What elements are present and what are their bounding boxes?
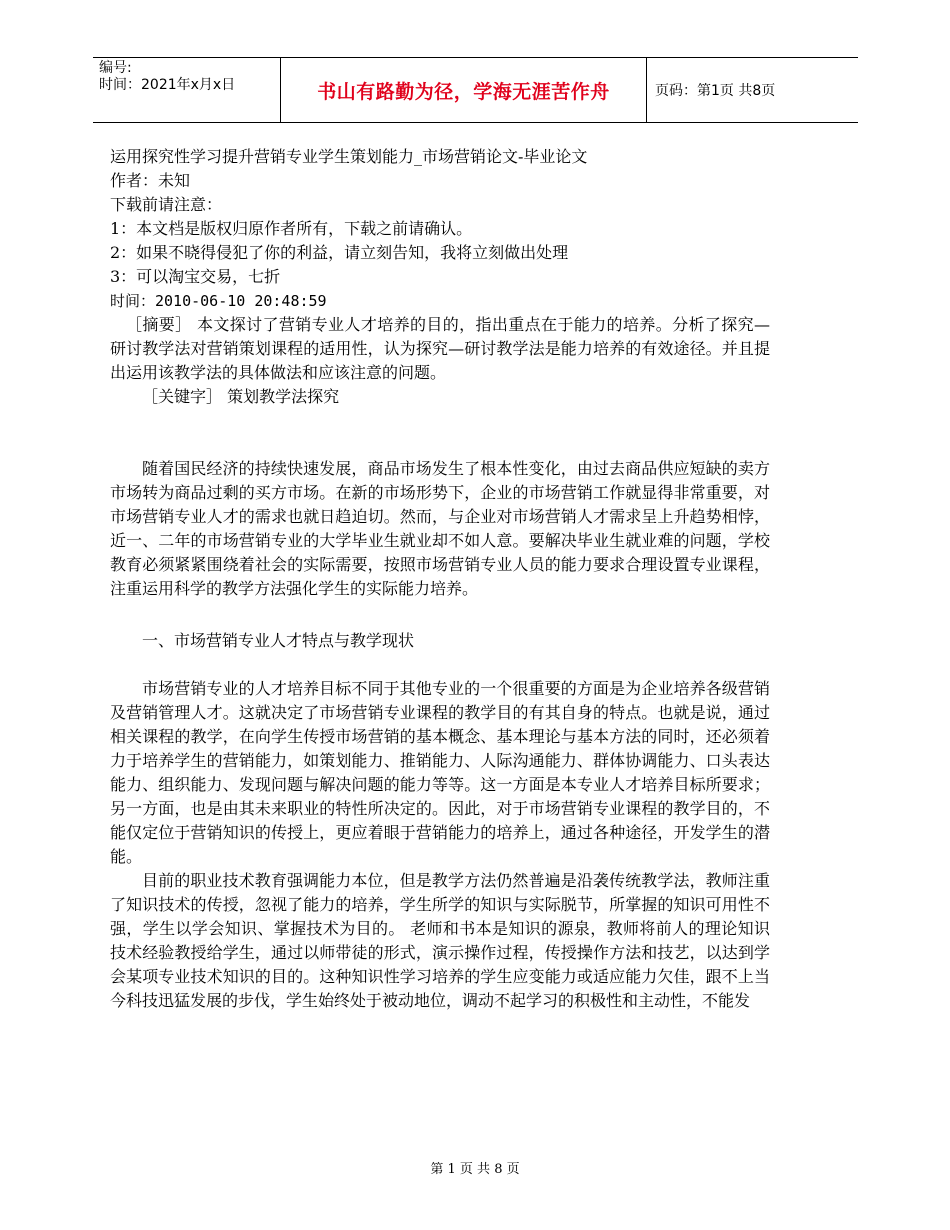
download-notice-item: 2：如果不晓得侵犯了你的利益，请立刻告知，我将立刻做出处理 (110, 243, 569, 262)
header-page-info: 页码：第1页 共8页 (647, 58, 859, 123)
section-heading: 一、市场营销专业人才特点与教学现状 (142, 631, 415, 650)
header-motto: 书山有路勤为径，学海无涯苦作舟 (281, 58, 647, 123)
body-paragraph: 目前的职业技术教育强调能力本位，但是教学方法仍然普遍是沿袭传统教学法，教师注重了知识技术的传授，忽视了能力的培养，学生所学的知识与实际脱节，所掌握的知识可用性不强，学生以学会知识、掌握技术为目的。 老师和书本是知识的源泉，教师将前人的理论知识技术经验教授给学生，通过以师带徒的形式，演示操作过程，传授操作方法和技艺，以达到学会某项专业技术知识的目的。这种知识性学习培养的学生应变能力或适应能力欠佳，跟不上当今科技迅猛发展的步伐，学生始终处于被动地位，调动不起学习的积极性和主动性，不能发 (110, 871, 770, 1010)
spacer (110, 653, 770, 677)
spacer (110, 409, 770, 457)
article-time: 时间：2010-06-10 20:48:59 (110, 292, 327, 310)
document-header (93, 57, 858, 123)
spacer (110, 601, 770, 629)
article-author: 作者：未知 (110, 171, 191, 190)
document-time-label: 时间：2021年x月x日 (99, 77, 236, 93)
document-number-label: 编号: (99, 60, 132, 76)
header-meta-cell (93, 58, 281, 123)
download-notice-item: 1：本文档是版权归原作者所有，下载之前请确认。 (110, 219, 473, 238)
download-notice-item: 3：可以淘宝交易，七折 (110, 267, 281, 286)
download-notice-title: 下载前请注意： (110, 195, 223, 214)
article-abstract: ［摘要］ 本文探讨了营销专业人才培养的目的，指出重点在于能力的培养。分析了探究—研讨教学法对营销策划课程的适用性，认为探究—研讨教学法是能力培养的有效途径。并且提出运用该教学法的具体做法和应该注意的问题。 (110, 315, 770, 382)
article-title: 运用探究性学习提升营销专业学生策划能力_市场营销论文-毕业论文 (110, 147, 588, 166)
page-footer: 第 1 页 共 8 页 (430, 1162, 520, 1177)
body-paragraph: 市场营销专业的人才培养目标不同于其他专业的一个很重要的方面是为企业培养各级营销及营销管理人才。这就决定了市场营销专业课程的教学目的有其自身的特点。也就是说，通过相关课程的教学，在向学生传授市场营销的基本概念、基本理论与基本方法的同时，还必须着力于培养学生的营销能力，如策划能力、推销能力、人际沟通能力、群体协调能力、口头表达能力、组织能力、发现问题与解决问题的能力等等。这一方面是本专业人才培养目标所要求；另一方面，也是由其未来职业的特性所决定的。因此，对于市场营销专业课程的教学目的，不能仅定位于营销知识的传授上，更应着眼于营销能力的培养上，通过各种途径，开发学生的潜能。 (110, 679, 770, 866)
document-body (110, 145, 770, 1013)
body-paragraph: 随着国民经济的持续快速发展，商品市场发生了根本性变化，由过去商品供应短缺的卖方市场转为商品过剩的买方市场。在新的市场形势下，企业的市场营销工作就显得非常重要，对市场营销专业人才的需求也就日趋迫切。然而，与企业对市场营销人才需求呈上升趋势相悖，近一、二年的市场营销专业的大学毕业生就业却不如人意。要解决毕业生就业难的问题，学校教育必须紧紧围绕着社会的实际需要，按照市场营销专业人员的能力要求合理设置专业课程，注重运用科学的教学方法强化学生的实际能力培养。 (110, 459, 770, 598)
article-keywords: ［关键字］ 策划教学法探究 (142, 387, 340, 406)
